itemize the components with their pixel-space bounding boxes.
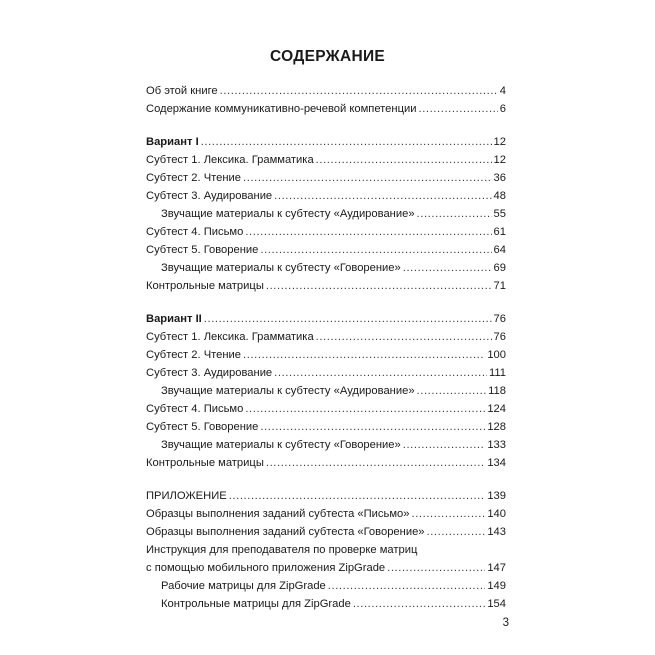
toc-entry-page: 48	[493, 190, 506, 202]
toc-entry-title: Контрольные матрицы	[146, 280, 264, 292]
toc-entry-title: Субтест 5. Говорение	[146, 421, 259, 433]
toc-entry-page: 147	[487, 562, 506, 574]
toc-entry-title: Субтест 1. Лексика. Грамматика	[146, 154, 314, 166]
toc-entry-title: Субтест 1. Лексика. Грамматика	[146, 331, 314, 343]
toc-entry[interactable]	[146, 259, 506, 277]
toc-entry[interactable]	[146, 328, 506, 346]
toc-entry[interactable]	[146, 382, 506, 400]
toc-dot-leader	[245, 223, 491, 241]
toc-dot-leader	[204, 310, 492, 328]
toc-entry-page: 55	[493, 208, 506, 220]
toc-entry-page: 140	[487, 508, 506, 520]
toc-entry-title: Звучащие материалы к субтесту «Говорение»	[161, 439, 401, 451]
toc-dot-leader	[260, 418, 485, 436]
toc-entry-page: 128	[487, 421, 506, 433]
toc-entry[interactable]	[146, 523, 506, 541]
toc-section-gap	[146, 295, 506, 310]
toc-section-gap	[146, 472, 506, 487]
toc-entry-title: Рабочие матрицы для ZipGrade	[161, 580, 326, 592]
toc-entry-page: 71	[493, 280, 506, 292]
toc-entry-page: 139	[487, 490, 506, 502]
toc-entry-page: 143	[487, 526, 506, 538]
toc-entry-page: 154	[487, 598, 506, 610]
toc-entry-title: Звучащие материалы к субтесту «Говорение»	[161, 262, 401, 274]
toc-dot-leader	[417, 382, 487, 400]
toc-entry[interactable]	[146, 133, 506, 151]
toc-entry-title: Вариант I	[146, 136, 199, 148]
toc-entry-title: Контрольные матрицы	[146, 457, 264, 469]
toc-dot-leader	[260, 241, 491, 259]
toc-entry-title: Субтест 4. Письмо	[146, 403, 244, 415]
toc-entry-title: Контрольные матрицы для ZipGrade	[161, 598, 351, 610]
toc-entry-page: 149	[487, 580, 506, 592]
toc-entry-page: 76	[493, 331, 506, 343]
toc-dot-leader	[328, 577, 486, 595]
toc-dot-leader	[243, 346, 485, 364]
toc-entry-title: Субтест 2. Чтение	[146, 349, 242, 361]
toc-entry-page: 111	[488, 367, 506, 379]
toc-entry-page: 12	[493, 136, 506, 148]
toc-entry-line: Инструкция для преподавателя по проверке матриц	[146, 544, 418, 556]
toc-entry[interactable]	[146, 487, 506, 505]
toc-entry[interactable]	[146, 277, 506, 295]
toc-entry[interactable]	[146, 223, 506, 241]
toc-entry-page: 4	[499, 85, 506, 97]
toc-entry[interactable]	[146, 595, 506, 613]
toc-entry[interactable]	[146, 346, 506, 364]
page-title: СОДЕРЖАНИЕ	[269, 48, 386, 65]
toc-entry[interactable]	[146, 169, 506, 187]
toc-entry-title: Содержание коммуникативно-речевой компетенции	[146, 103, 417, 115]
toc-dot-leader	[417, 205, 492, 223]
toc-entry-title: Образцы выполнения заданий субтеста «Говорение»	[146, 526, 425, 538]
toc-entry-page: 134	[487, 457, 506, 469]
toc-entry-page: 100	[487, 349, 506, 361]
toc-dot-leader	[266, 454, 485, 472]
toc-entry[interactable]	[146, 577, 506, 595]
toc-entry[interactable]	[146, 505, 506, 523]
toc-entry[interactable]	[146, 151, 506, 169]
toc-entry-title: Субтест 3. Аудирование	[146, 190, 273, 202]
toc-entry[interactable]	[146, 454, 506, 472]
toc-dot-leader	[266, 277, 492, 295]
toc-entry-title: Вариант II	[146, 313, 202, 325]
page-number: 3	[502, 617, 509, 629]
toc-dot-leader	[201, 133, 492, 151]
toc-entry-title: Звучащие материалы к субтесту «Аудирование»	[161, 385, 415, 397]
toc-dot-leader	[403, 259, 492, 277]
toc-dot-leader	[274, 187, 491, 205]
toc-entry-page: 118	[488, 385, 506, 397]
toc-entry-title: Образцы выполнения заданий субтеста «Письмо»	[146, 508, 410, 520]
toc-entry[interactable]	[146, 241, 506, 259]
toc-dot-leader	[229, 487, 486, 505]
toc-entry[interactable]	[146, 418, 506, 436]
toc-entry-title: Субтест 4. Письмо	[146, 226, 244, 238]
toc-entry-title: Субтест 2. Чтение	[146, 172, 242, 184]
toc-entry[interactable]	[146, 100, 506, 118]
toc-section-gap	[146, 118, 506, 133]
toc-entry-page: 76	[493, 313, 506, 325]
toc-entry-page: 69	[493, 262, 506, 274]
toc-entry-title: Об этой книге	[146, 85, 218, 97]
toc-entry[interactable]	[146, 205, 506, 223]
toc-dot-leader	[243, 169, 492, 187]
toc-entry-page: 36	[493, 172, 506, 184]
toc-dot-leader	[353, 595, 486, 613]
toc-entry[interactable]	[146, 82, 506, 100]
toc-dot-leader	[316, 151, 492, 169]
toc-entry[interactable]	[146, 436, 506, 454]
toc-entry-title: ПРИЛОЖЕНИЕ	[146, 490, 227, 502]
toc-entry[interactable]	[146, 559, 506, 577]
toc-entry-title: Субтест 3. Аудирование	[146, 367, 273, 379]
toc-entry-page: 64	[493, 244, 506, 256]
toc-entry[interactable]	[146, 310, 506, 328]
toc-entry-page: 61	[493, 226, 506, 238]
toc-entry[interactable]	[146, 400, 506, 418]
toc-entry[interactable]	[146, 364, 506, 382]
toc-entry-page: 133	[487, 439, 506, 451]
toc-dot-leader	[403, 436, 486, 454]
toc-entry-title: Звучащие материалы к субтесту «Аудирование»	[161, 208, 415, 220]
toc-dot-leader	[411, 505, 485, 523]
toc-dot-leader	[419, 100, 498, 118]
table-of-contents	[146, 82, 506, 613]
toc-entry-page: 12	[493, 154, 506, 166]
toc-entry-title: Субтест 5. Говорение	[146, 244, 259, 256]
toc-entry[interactable]	[146, 187, 506, 205]
toc-dot-leader	[274, 364, 487, 382]
toc-entry-title: с помощью мобильного приложения ZipGrade	[146, 562, 386, 574]
toc-entry-page: 124	[487, 403, 506, 415]
toc-dot-leader	[387, 559, 485, 577]
toc-entry-page: 6	[499, 103, 506, 115]
toc-dot-leader	[316, 328, 492, 346]
toc-dot-leader	[220, 82, 498, 100]
toc-dot-leader	[245, 400, 485, 418]
toc-dot-leader	[427, 523, 486, 541]
